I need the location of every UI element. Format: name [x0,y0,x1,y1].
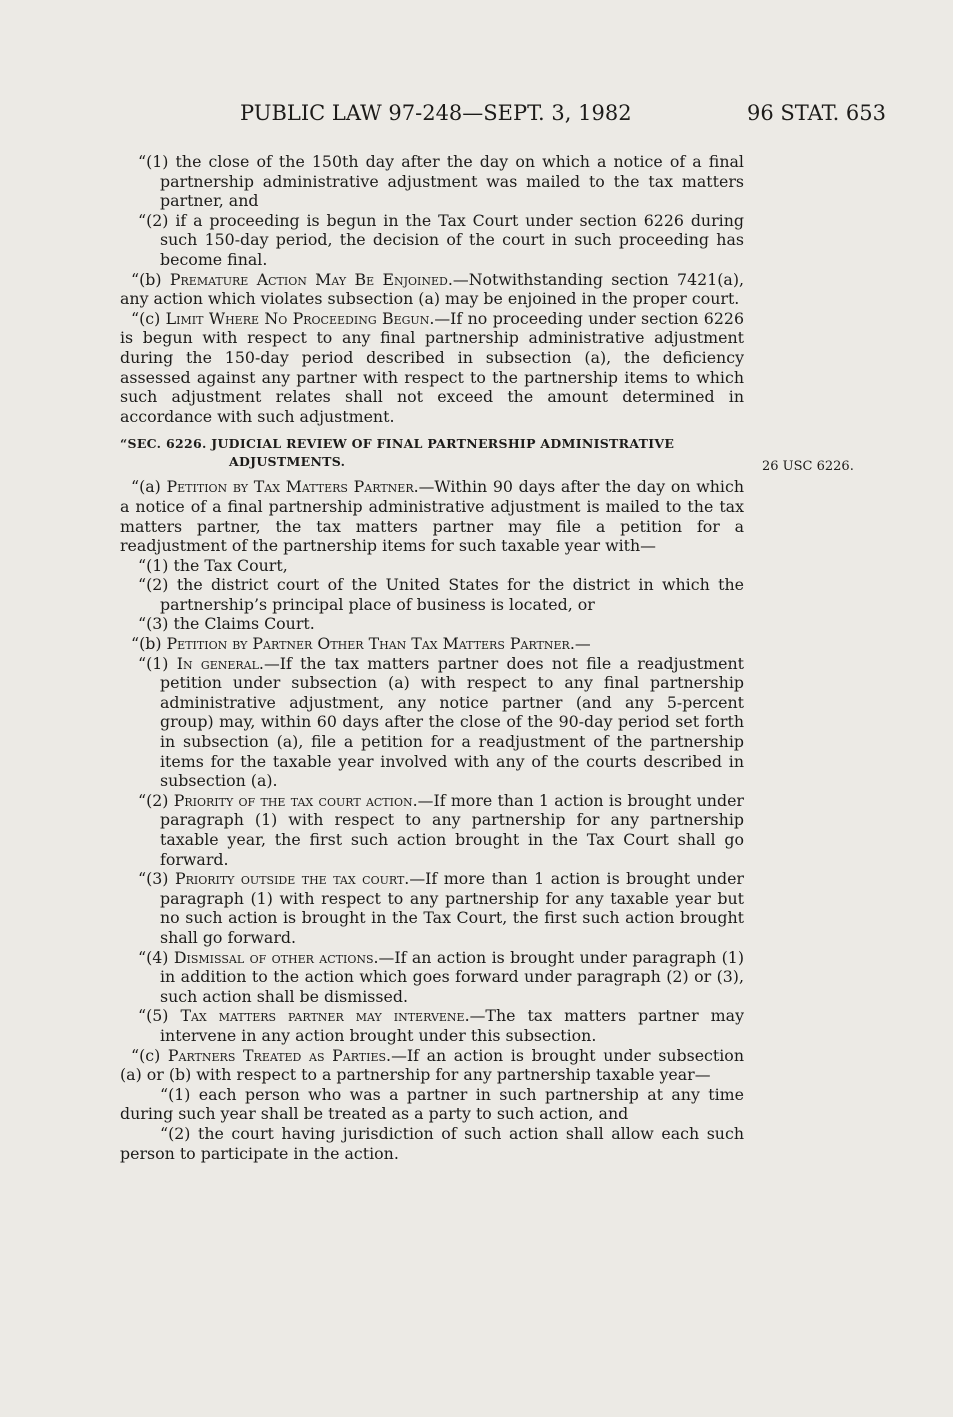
paragraph-2: “(2) if a proceeding is begun in the Tax Court under section 6226 during such 150-day period, the decision of the court in such proceeding has become final. [138,210,744,269]
section-6226-heading: “SEC. 6226. JUDICIAL REVIEW OF FINAL PARTNERSHIP ADMINISTRATIVE ADJUSTMENTS. [120,436,675,470]
subsection-heading: Petition by Partner Other Than Tax Matters Partner. [166,634,575,654]
subsection-lead: “(b) [131,634,167,654]
subsection-c-limit [120,309,744,427]
page-header-title: PUBLIC LAW 97-248—SEPT. 3, 1982 [240,101,632,125]
subsection-lead: “(b) [131,269,170,289]
page-header-stat: 96 STAT. 653 [747,101,887,125]
paragraph-lead: “(2) [138,790,174,810]
subsection-b-premature-action [120,270,744,309]
subsection-heading: Partners Treated as Parties. [167,1045,392,1065]
subsection-lead: “(c) [131,308,166,328]
subsection-c-partners-parties [120,1046,744,1085]
paragraph-text: —If an action is brought under paragraph (1) in addition to the action which goes forward under paragraph (2) or (3), such action shall be dismissed. [160,947,744,1006]
paragraph-heading: Dismissal of other actions. [173,947,379,967]
subsection-text: —If an action is brought under subsection (a) or (b) with respect to a partnership for any partnership taxable year— [120,1045,744,1085]
paragraph-text: —If more than 1 action is brought under paragraph (1) with respect to any partnership for any partnership taxable year, the first such action brought in the Tax Court shall go forward. [160,790,744,869]
paragraph-b4 [120,948,744,1007]
subsection-text: —Notwithstanding section 7421(a), any action which violates subsection (a) may be enjoined in the proper court. [120,269,745,309]
subsection-lead: “(c) [131,1045,168,1065]
paragraph-a3: “(3) the Claims Court. [138,614,315,634]
subsection-text: —If no proceeding under section 6226 is begun with respect to any final partnership administrative adjustment during the 150-day period described in subsection (a), the deficiency assessed against any partner with respect to the partnership items to which such adjustment relates shall not exceed the amount determined in accordance with such adjustment. [120,308,745,426]
subsection-text: — [574,634,591,654]
paragraph-a1: “(1) the Tax Court, [138,555,288,575]
subsection-lead: “(a) [131,477,167,497]
paragraph-c1: “(1) each person who was a partner in such partnership at any time during such year shall be treated as a party to such action, and [120,1084,744,1124]
paragraph-b5 [120,1006,744,1045]
subsection-heading: Premature Action May Be Enjoined. [169,269,453,289]
paragraph-heading: Priority of the tax court action. [173,790,418,810]
subsection-heading: Petition by Tax Matters Partner. [166,477,419,497]
paragraph-heading: Priority outside the tax court. [174,869,410,889]
paragraph-b3 [120,869,744,947]
paragraph-lead: “(3) [138,869,175,889]
paragraph-lead: “(4) [138,947,174,967]
paragraph-b2 [120,791,744,869]
paragraph-heading: In general. [176,653,264,673]
paragraph-heading: Tax matters partner may intervene. [180,1006,470,1026]
paragraph-1: “(1) the close of the 150th day after the day on which a notice of a final partnership administrative adjustment was mailed to the tax matters partner, and [138,152,744,211]
subsection-a-petition-tmp [120,477,744,555]
paragraph-lead: “(5) [138,1006,181,1026]
paragraph-b1 [120,654,744,791]
paragraph-text: —If the tax matters partner does not file a readjustment petition under subsection (a) with respect to any final partnership administrative adjustment, any notice partner (and any 5-percent group) may, within 60 days after the close of the 90-day period set forth in subsection (a), file a petition for a readjustment of the partnership items for the taxable year involved with any of the courts described in subsection (a). [160,653,744,791]
paragraph-text: —If more than 1 action is brought under paragraph (1) with respect to any partnership for any taxable year but no such action is brought in the Tax Court, the first such action brought shall go forward. [160,869,744,947]
paragraph-a2: “(2) the district court of the United States for the district in which the partnership’s principal place of business is located, or [138,575,744,614]
subsection-b-petition-other [120,634,744,654]
paragraph-text: —The tax matters partner may intervene in any action brought under this subsection. [160,1006,744,1045]
subsection-text: —Within 90 days after the day on which a notice of a final partnership administrative adjustment is mailed to the tax matters partner, the tax matters partner may file a petition for a readjustment of the partnership items for such taxable year with— [120,477,744,556]
margin-citation: 26 USC 6226. [762,459,854,474]
subsection-heading: Limit Where No Proceeding Begun. [165,308,435,328]
paragraph-lead: “(1) [138,653,177,673]
statute-body [120,152,744,1163]
paragraph-c2: “(2) the court having jurisdiction of such action shall allow each such person to participate in the action. [120,1123,744,1163]
